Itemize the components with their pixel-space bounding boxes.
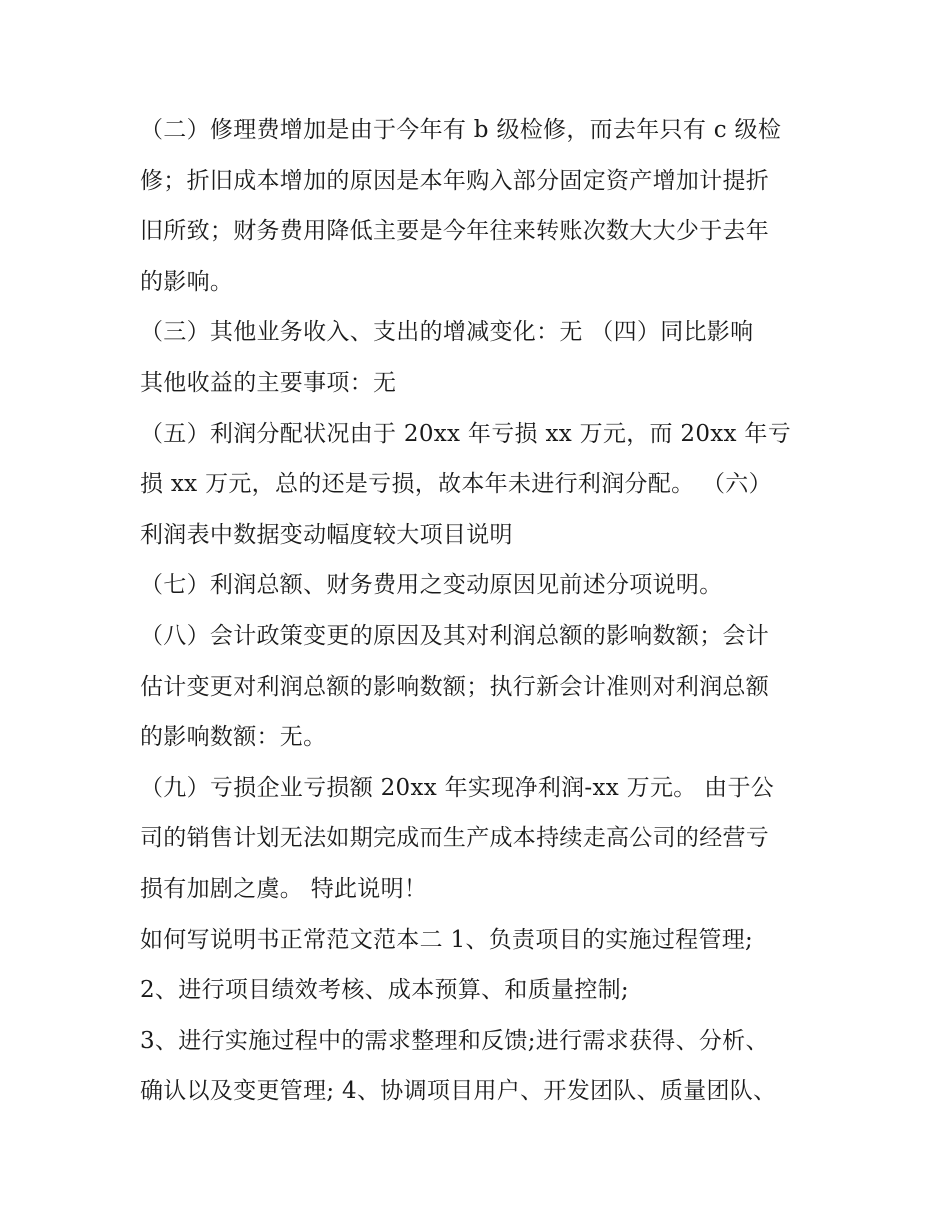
text-line: （八）会计政策变更的原因及其对利润总额的影响数额；会计: [140, 623, 770, 649]
text-line: 3、进行实施过程中的需求整理和反馈;进行需求获得、分析、: [140, 1028, 769, 1054]
text-line: 的影响。: [140, 269, 234, 295]
text-line: （五）利润分配状况由于 20xx 年亏损 xx 万元，而 20xx 年亏: [140, 421, 792, 447]
text-line: 损有加剧之虞。 特此说明！: [140, 876, 428, 902]
text-line: 利润表中数据变动幅度较大项目说明: [140, 522, 513, 548]
text-line: 的影响数额：无。: [140, 724, 327, 750]
text-line: 修；折旧成本增加的原因是本年购入部分固定资产增加计提折: [140, 168, 770, 194]
text-line: （九）亏损企业亏损额 20xx 年实现净利润-xx 万元。 由于公: [140, 775, 775, 801]
text-line: 损 xx 万元，总的还是亏损，故本年未进行利润分配。 （六）: [140, 471, 772, 497]
text-line: 旧所致；财务费用降低主要是今年往来转账次数大大少于去年: [140, 218, 770, 244]
text-line: 其他收益的主要事项：无: [140, 370, 397, 396]
text-line: 确认以及变更管理; 4、协调项目用户、开发团队、质量团队、: [140, 1078, 777, 1104]
text-line: （三）其他业务收入、支出的增减变化：无 （四）同比影响: [140, 319, 754, 345]
text-line: 估计变更对利润总额的影响数额；执行新会计准则对利润总额: [140, 674, 770, 700]
text-line: 2、进行项目绩效考核、成本预算、和质量控制;: [140, 977, 629, 1003]
text-line: （二）修理费增加是由于今年有 b 级检修，而去年只有 c 级检: [140, 117, 782, 143]
text-line: （七）利润总额、财务费用之变动原因见前述分项说明。: [140, 572, 723, 598]
text-line: 如何写说明书正常范文范本二 1、负责项目的实施过程管理;: [140, 927, 754, 953]
text-line: 司的销售计划无法如期完成而生产成本持续走高公司的经营亏: [140, 825, 770, 851]
